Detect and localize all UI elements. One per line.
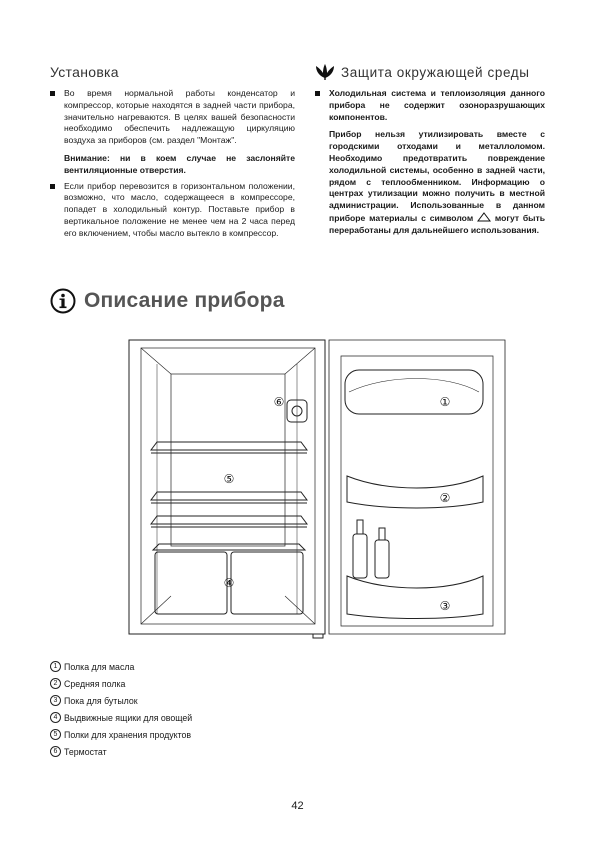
legend-item xyxy=(50,709,192,726)
environment-heading: Защита окружающей среды xyxy=(341,64,530,80)
installation-warning: Внимание: ни в коем случае не заслоняйте вентиляционные отверстия. xyxy=(64,152,295,175)
parts-legend xyxy=(50,658,192,760)
page-number: 42 xyxy=(291,800,304,812)
callout-1: ① xyxy=(439,395,451,409)
legend-number: 3 xyxy=(50,695,61,706)
legend-text: Термостат xyxy=(64,746,107,757)
installation-bullet-1-text: Во время нормальной работы конденсатор и компрессор, которые находятся в задней части прибора, значительно нагреваются. В целях вашей безопасности необходимо обеспечить надлежащую циркуляцию воздуха за приборов (см. раздел "Монтаж". xyxy=(64,88,295,146)
description-title: Описание прибора xyxy=(84,289,285,312)
environment-paragraph-part1: Прибор нельзя утилизировать вместе с городскими отходами и металлоломом. Необходимо предотвратить повреждение холодильной системы, особенно в задней части, рядом с теплообменником. Информацию о центрах утилизации можно получить в местной администрации. Использованные в данном приборе материалы с символом xyxy=(329,129,545,223)
environment-bullet-1-text: Холодильная система и теплоизоляция данного прибора не содержит озоноразрушающих компонентов. xyxy=(329,88,545,122)
door-bottle-shelf xyxy=(347,576,483,619)
callout-4: ④ xyxy=(223,576,235,590)
installation-bullet-1 xyxy=(50,88,295,147)
bullet-square-icon xyxy=(50,91,55,96)
legend-item xyxy=(50,692,192,709)
fridge-diagram xyxy=(127,334,507,646)
info-icon xyxy=(50,288,76,314)
legend-number: 6 xyxy=(50,746,61,757)
environment-heading-row xyxy=(315,64,545,80)
legend-text: Полка для масла xyxy=(64,661,135,672)
fridge-door xyxy=(329,340,505,634)
description-title-row xyxy=(50,288,285,314)
environment-section xyxy=(315,64,545,237)
callout-2: ② xyxy=(439,491,451,505)
butter-compartment xyxy=(345,370,483,414)
legend-item xyxy=(50,658,192,675)
bullet-square-icon xyxy=(50,184,55,189)
callout-3: ③ xyxy=(439,599,451,613)
installation-bullet-2-text: Если прибор перевозится в горизонтальном положении, возможно, что масло, содержащееся в компрессоре, попадет в холодильный контур. Поставьте прибор в вертикальное положение не менее чем на 2 часа перед его включением, чтобы масло вытекло в компрессор. xyxy=(64,180,295,238)
callout-5: ⑤ xyxy=(223,472,235,486)
legend-text: Пока для бутылок xyxy=(64,695,138,706)
environment-paragraph-part2: могут быть переработаны для дальнейшего использования. xyxy=(329,212,546,235)
legend-number: 4 xyxy=(50,712,61,723)
door-middle-shelf xyxy=(347,476,483,508)
installation-section xyxy=(50,64,295,246)
legend-text: Средняя полка xyxy=(64,678,126,689)
legend-number: 1 xyxy=(50,661,61,672)
callout-6: ⑥ xyxy=(273,395,285,409)
legend-number: 2 xyxy=(50,678,61,689)
legend-number: 5 xyxy=(50,729,61,740)
installation-bullet-2 xyxy=(50,181,295,240)
legend-item xyxy=(50,743,192,760)
tulip-eco-icon xyxy=(315,64,335,80)
bullet-square-icon xyxy=(315,91,320,96)
environment-bullet-1 xyxy=(315,88,545,123)
environment-paragraph xyxy=(315,129,545,236)
legend-text: Выдвижные ящики для овощей xyxy=(64,712,193,723)
legend-text: Полки для хранения продуктов xyxy=(64,729,192,740)
recycling-triangle-icon xyxy=(477,212,491,222)
installation-heading: Установка xyxy=(50,64,119,80)
legend-item xyxy=(50,675,192,692)
legend-item xyxy=(50,726,192,743)
